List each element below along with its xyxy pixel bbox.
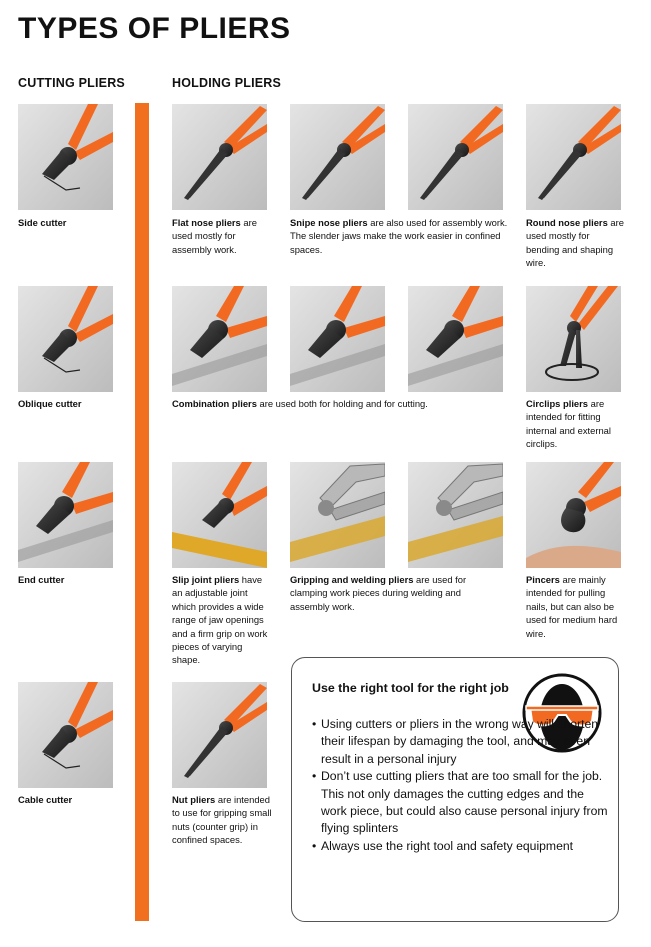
safety-tip: • Always use the right tool and safety equipment	[312, 838, 610, 855]
cable-cutter-photo	[18, 682, 113, 788]
page-title: TYPES OF PLIERS	[18, 12, 291, 45]
oblique-cutter-caption: Oblique cutter	[18, 398, 82, 409]
side-cutter-caption: Side cutter	[18, 217, 67, 228]
snipe-nose-pliers-caption: Snipe nose pliers are also used for assembly work. The slender jaws make the work easier in confined spaces.	[290, 217, 508, 255]
flat-nose-pliers-photo	[172, 104, 267, 210]
gripping-pliers-photo-1	[290, 462, 385, 568]
flat-nose-pliers-caption: Flat nose pliers are used mostly for assembly work.	[172, 217, 257, 255]
gripping-welding-pliers-caption: Gripping and welding pliers are used for clamping work pieces during welding and assembly work.	[290, 574, 467, 612]
oblique-cutter-photo	[18, 286, 113, 392]
end-cutter-caption: End cutter	[18, 574, 65, 585]
nut-pliers-photo	[172, 682, 267, 788]
safety-tips-list	[312, 716, 610, 855]
safety-tips-title: Use the right tool for the right job	[312, 681, 509, 695]
combination-pliers-photo-1	[172, 286, 267, 392]
end-cutter-photo	[18, 462, 113, 568]
combination-pliers-photo-2	[290, 286, 385, 392]
round-nose-pliers-photo	[526, 104, 621, 210]
cutting-pliers-heading: CUTTING PLIERS	[18, 76, 125, 90]
safety-tip: • Using cutters or pliers in the wrong way will shorten their lifespan by damaging the tool, and may even result in a personal injury	[312, 716, 610, 768]
circlips-pliers-caption: Circlips pliers are intended for fitting internal and external circlips.	[526, 398, 611, 450]
snipe-nose-pliers-photo-1	[290, 104, 385, 210]
safety-tips-box	[291, 657, 619, 922]
section-divider	[135, 103, 149, 921]
snipe-nose-pliers-photo-2	[408, 104, 503, 210]
nut-pliers-caption: Nut pliers are intended to use for gripping small nuts (counter grip) in confined spaces.	[172, 794, 272, 846]
gripping-pliers-photo-2	[408, 462, 503, 568]
round-nose-pliers-caption: Round nose pliers are used mostly for bending and shaping wire.	[526, 217, 624, 269]
circlips-pliers-photo	[526, 286, 621, 392]
pincers-photo	[526, 462, 621, 568]
safety-tip: • Don’t use cutting pliers that are too small for the job. This not only damages the cutting edges and the work piece, but could also cause personal injury from flying splinters	[312, 768, 610, 838]
combination-pliers-photo-3	[408, 286, 503, 392]
side-cutter-photo	[18, 104, 113, 210]
combination-pliers-caption: Combination pliers are used both for holding and for cutting.	[172, 398, 428, 409]
cable-cutter-caption: Cable cutter	[18, 794, 73, 805]
holding-pliers-heading: HOLDING PLIERS	[172, 76, 282, 90]
slip-joint-pliers-caption: Slip joint pliers have an adjustable joint which provides a wide range of jaw openings and a firm grip on work pieces of varying shape.	[172, 574, 268, 666]
pincers-caption: Pincers are mainly intended for pulling nails, but can also be used for medium hard wire.	[526, 574, 618, 639]
slip-joint-pliers-photo	[172, 462, 267, 568]
